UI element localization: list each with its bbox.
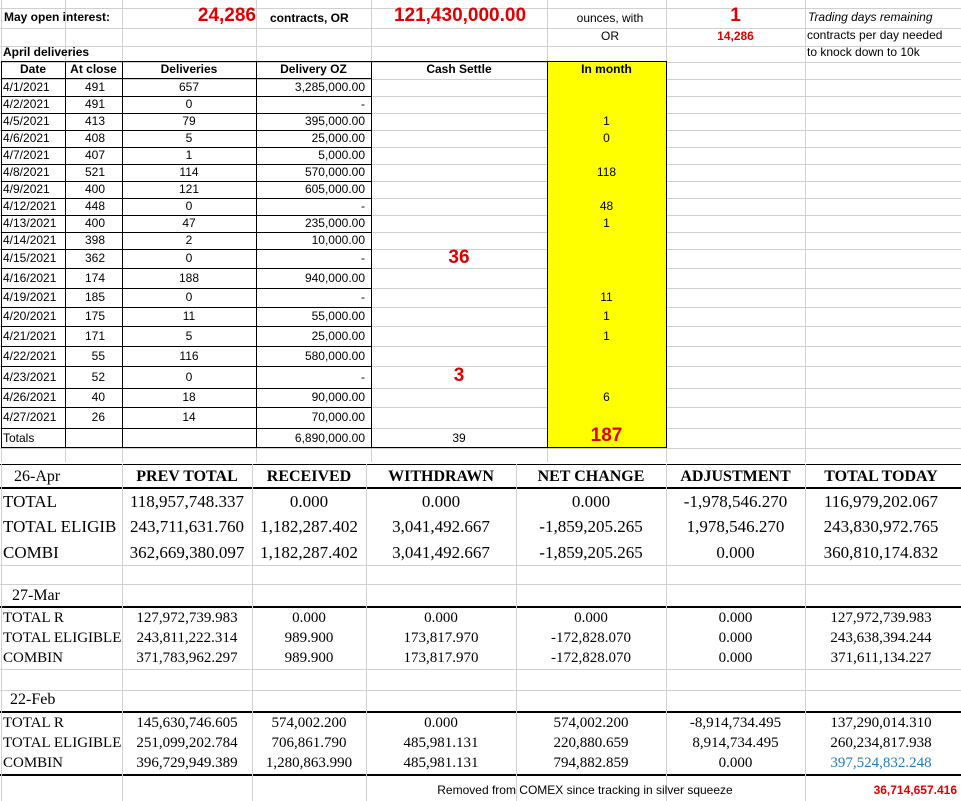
inv-value[interactable]: 0.000 [571,492,611,511]
row-label: TOTAL [3,492,58,511]
totals-in-month[interactable]: 187 [590,425,623,446]
delivery-date[interactable]: 4/2/2021 [3,97,50,111]
in-month[interactable]: 1 [603,309,610,323]
totals-cash-settle[interactable]: 39 [452,431,466,445]
delivery-date[interactable]: 4/23/2021 [3,370,57,384]
deliveries-count[interactable]: 0 [185,199,193,213]
inv-value[interactable]: 260,234,817.938 [830,735,932,751]
at-close[interactable]: 407 [84,148,105,162]
inv-value[interactable]: 243,830,972.765 [823,517,939,536]
delivery-date[interactable]: 4/8/2021 [3,165,50,179]
delivery-oz[interactable]: 10,000.00 [311,233,365,247]
block-border [0,464,961,465]
inv-value[interactable]: 794,882.859 [553,755,629,771]
in-month[interactable]: 11 [600,290,613,304]
delivery-date[interactable]: 4/12/2021 [3,199,57,213]
in-month[interactable] [547,346,666,366]
delivery-date[interactable]: 4/22/2021 [3,349,57,363]
inv-value[interactable]: 1,182,287.402 [260,543,358,562]
inv-value[interactable]: 145,630,746.605 [136,715,238,731]
inv-value[interactable]: 397,524,832.248 [830,755,932,771]
deliveries-count[interactable]: 0 [185,290,193,304]
at-close[interactable]: 448 [84,199,105,213]
delivery-date[interactable]: 4/6/2021 [3,131,50,145]
cash-settle[interactable] [371,404,547,429]
delivery-oz[interactable]: 5,000.00 [318,148,365,162]
inv-header-received: RECEIVED [266,468,352,485]
inv-value[interactable]: 243,638,394.244 [830,630,932,646]
grid-line [0,584,961,585]
delivery-oz[interactable]: 570,000.00 [304,165,365,179]
table-col-border [666,61,667,448]
inv-value[interactable]: 360,810,174.832 [823,543,939,562]
grid-line [252,464,253,801]
in-month[interactable]: 6 [603,390,610,404]
inv-value[interactable]: 0.000 [718,630,753,646]
col-header-date: Date [19,62,46,76]
inv-value[interactable]: 1,280,863.990 [265,755,353,771]
at-close[interactable]: 400 [84,182,105,196]
inv-value[interactable]: 0.000 [718,650,753,666]
delivery-oz[interactable]: 235,000.00 [304,216,365,230]
or-label: OR [601,29,619,43]
row-label: TOTAL R [3,715,64,731]
in-month[interactable]: 0 [603,131,610,145]
deliveries-count[interactable]: 79 [182,114,196,128]
deliveries-count[interactable]: 47 [182,216,196,230]
delivery-oz[interactable]: 3,285,000.00 [294,80,365,94]
inv-value[interactable]: 127,972,739.983 [136,610,238,626]
inv-header-prev-total: PREV TOTAL [136,468,238,485]
inv-value[interactable]: 574,002.200 [271,715,347,731]
delivery-oz[interactable]: 55,000.00 [311,309,365,323]
in-month[interactable]: 1 [603,216,610,230]
inv-value[interactable]: -1,859,205.265 [539,517,643,536]
delivery-date[interactable]: 4/14/2021 [3,233,57,247]
inv-value[interactable]: 118,957,748.337 [129,492,245,511]
block-date-mar: 27-Mar [12,587,60,604]
at-close[interactable]: 171 [84,329,105,343]
col-header-cash-settle: Cash Settle [426,62,492,76]
trading-days-value: 1 [730,5,741,26]
at-close[interactable]: 408 [84,131,105,145]
inv-value[interactable]: 0.000 [292,610,326,626]
delivery-date[interactable]: 4/20/2021 [3,309,57,323]
deliveries-count[interactable]: 2 [185,233,193,247]
inv-value[interactable]: -1,978,546.270 [683,492,788,511]
inv-value[interactable]: 989.900 [284,650,334,666]
inv-value[interactable]: 116,979,202.067 [823,492,939,511]
delivery-date[interactable]: 4/5/2021 [3,114,50,128]
col-header-at-close: At close [70,62,117,76]
delivery-oz[interactable]: 940,000.00 [304,271,365,285]
inv-value[interactable]: -172,828.070 [551,630,631,646]
inv-value[interactable]: -172,828.070 [551,650,631,666]
inv-value[interactable]: 574,002.200 [553,715,629,731]
delivery-date[interactable]: 4/13/2021 [3,216,57,230]
delivery-oz[interactable]: 580,000.00 [304,349,365,363]
block-date-feb: 22-Feb [10,691,56,708]
deliveries-count[interactable]: 657 [178,80,200,94]
at-close[interactable]: 400 [84,216,105,230]
at-close[interactable]: 52 [91,370,105,384]
at-close[interactable]: 40 [91,390,105,404]
in-month[interactable] [547,268,666,288]
at-close[interactable]: 491 [84,80,105,94]
inv-value[interactable]: 371,611,134.227 [830,650,932,666]
delivery-oz[interactable]: - [361,290,365,304]
delivery-date[interactable]: 4/21/2021 [3,329,57,343]
deliveries-count[interactable]: 0 [185,251,193,265]
at-close[interactable]: 55 [91,349,105,363]
deliveries-count[interactable]: 0 [185,370,193,384]
col-header-delivery-oz: Delivery OZ [280,62,347,76]
at-close[interactable]: 398 [84,233,105,247]
table-col-border [1,61,2,448]
totals-delivery-oz[interactable]: 6,890,000.00 [294,431,365,445]
delivery-date[interactable]: 4/16/2021 [3,271,57,285]
at-close[interactable]: 362 [84,251,105,265]
inv-value[interactable]: 173,817.970 [403,630,479,646]
inv-value[interactable]: 0.000 [289,492,329,511]
row-label: TOTAL ELIGIBLE [3,735,121,751]
row-label: TOTAL ELIGIB [3,517,117,536]
inv-value[interactable]: 485,981.131 [403,755,479,771]
grid-line [1,464,2,801]
deliveries-count[interactable]: 5 [185,329,193,343]
inv-value[interactable]: 362,669,380.097 [129,543,245,562]
in-month[interactable] [547,249,666,268]
delivery-oz[interactable]: 395,000.00 [304,114,365,128]
inv-value[interactable]: -8,914,734.495 [689,715,782,731]
delivery-oz[interactable]: - [361,97,365,111]
totals-label: Totals [3,431,35,445]
in-month[interactable] [547,366,666,388]
deliveries-count[interactable]: 121 [178,182,200,196]
in-month[interactable] [547,79,666,96]
deliveries-count[interactable]: 116 [179,349,199,363]
deliveries-count[interactable]: 114 [179,165,199,179]
grid-line [805,0,806,462]
delivery-oz[interactable]: - [361,251,365,265]
inv-header-net-change: NET CHANGE [537,468,645,485]
deliveries-count[interactable]: 0 [185,97,193,111]
inv-value[interactable]: 0.000 [716,543,755,562]
delivery-date[interactable]: 4/27/2021 [3,410,57,424]
contracts-needed-label: contracts per day needed [807,28,943,42]
at-close[interactable]: 175 [84,309,105,323]
inv-value[interactable]: 220,880.659 [553,735,629,751]
table-border [1,61,666,62]
inv-value[interactable]: 0.000 [718,610,753,626]
row-label: COMBIN [3,650,64,666]
delivery-oz[interactable]: 25,000.00 [311,329,365,343]
block-date-apr: 26-Apr [14,468,61,485]
inv-value[interactable]: 173,817.970 [403,650,479,666]
inv-value[interactable]: 0.000 [718,755,753,771]
open-interest-label: May open interest: [4,10,111,24]
removed-value: 36,714,657.416 [873,783,957,797]
delivery-oz[interactable]: 70,000.00 [311,410,365,424]
block-border [0,774,961,776]
inv-value[interactable]: 137,290,014.310 [830,715,932,731]
inv-value[interactable]: 706,861.790 [271,735,347,751]
delivery-date[interactable]: 4/7/2021 [3,148,50,162]
at-close[interactable]: 185 [84,290,105,304]
knock-down-label: to knock down to 10k [807,45,920,59]
inv-value[interactable]: 0.000 [421,492,461,511]
in-month[interactable]: 1 [603,114,610,128]
open-interest-value: 24,286 [197,5,256,26]
deliveries-count[interactable]: 5 [185,131,193,145]
in-month[interactable]: 1 [603,329,610,343]
deliveries-title: April deliveries [3,45,90,59]
inv-value[interactable]: 8,914,734.495 [692,735,779,751]
at-close[interactable]: 413 [84,114,105,128]
cash-settle[interactable]: 3 [453,365,465,386]
delivery-oz[interactable]: - [361,199,365,213]
ounces-with-label: ounces, with [576,11,644,25]
contracts-needed-value: 14,286 [717,29,754,43]
delivery-oz[interactable]: 605,000.00 [304,182,365,196]
trading-days-label: Trading days remaining [808,10,933,24]
deliveries-count[interactable]: 188 [178,271,200,285]
delivery-oz[interactable]: - [361,370,365,384]
inv-value[interactable]: 396,729,949.389 [136,755,238,771]
in-month[interactable] [547,232,666,249]
removed-label: Removed from COMEX since tracking in silver squeeze [437,783,733,797]
col-header-deliveries: Deliveries [160,62,218,76]
grid-line [516,464,517,801]
cash-settle[interactable]: 36 [448,247,470,268]
inv-value[interactable]: 0.000 [424,610,458,626]
grid-line [805,464,806,801]
contracts-or-label: contracts, OR [270,11,349,25]
in-month[interactable] [547,147,666,164]
inv-value[interactable]: 1,978,546.270 [686,517,785,536]
inv-value[interactable]: 243,711,631.760 [129,517,245,536]
inv-value[interactable]: 127,972,739.983 [830,610,932,626]
inv-value[interactable]: 485,981.131 [403,735,479,751]
grid-line [0,669,961,670]
deliveries-count[interactable]: 14 [182,410,196,424]
inv-header-total-today: TOTAL TODAY [824,468,938,485]
at-close[interactable]: 174 [84,271,105,285]
delivery-oz[interactable]: 25,000.00 [311,131,365,145]
delivery-date[interactable]: 4/1/2021 [3,80,50,94]
col-header-in-month: In month [581,62,632,76]
deliveries-count[interactable]: 18 [182,390,196,404]
delivery-date[interactable]: 4/15/2021 [3,251,57,265]
deliveries-count[interactable]: 11 [182,309,196,323]
inv-value[interactable]: 371,783,962.297 [136,650,238,666]
inv-value[interactable]: 3,041,492.667 [392,517,490,536]
in-month[interactable]: 48 [599,199,614,213]
inv-value[interactable]: 989.900 [284,630,334,646]
inv-value[interactable]: 243,811,222.314 [136,630,238,646]
at-close[interactable]: 26 [91,410,105,424]
row-label: COMBI [3,543,59,562]
row-label: COMBIN [3,755,64,771]
grid-line [122,464,123,801]
grid-line [0,690,961,691]
in-month[interactable] [547,181,666,198]
row-label: TOTAL R [3,610,64,626]
at-close[interactable]: 491 [84,97,105,111]
inv-value[interactable]: -1,859,205.265 [539,543,643,562]
delivery-date[interactable]: 4/26/2021 [3,390,57,404]
grid-line [366,464,367,801]
grid-line [0,448,961,449]
inv-value[interactable]: 3,041,492.667 [392,543,490,562]
inv-value[interactable]: 0.000 [424,715,458,731]
inv-header-adjustment: ADJUSTMENT [680,468,791,485]
delivery-date[interactable]: 4/9/2021 [3,182,50,196]
grid-line [0,565,961,566]
inv-value[interactable]: 251,099,202.784 [136,735,238,751]
row-label: TOTAL ELIGIBLE [3,630,121,646]
deliveries-count[interactable]: 1 [185,148,193,162]
inv-header-withdrawn: WITHDRAWN [388,468,494,485]
in-month[interactable] [547,96,666,113]
inv-value[interactable]: 1,182,287.402 [260,517,358,536]
inv-value[interactable]: 0.000 [574,610,608,626]
delivery-date[interactable]: 4/19/2021 [3,290,57,304]
at-close[interactable]: 521 [84,165,105,179]
in-month[interactable]: 118 [596,165,617,179]
grid-line [666,464,667,801]
delivery-oz[interactable]: 90,000.00 [311,390,365,404]
ounces-value: 121,430,000.00 [393,5,527,26]
